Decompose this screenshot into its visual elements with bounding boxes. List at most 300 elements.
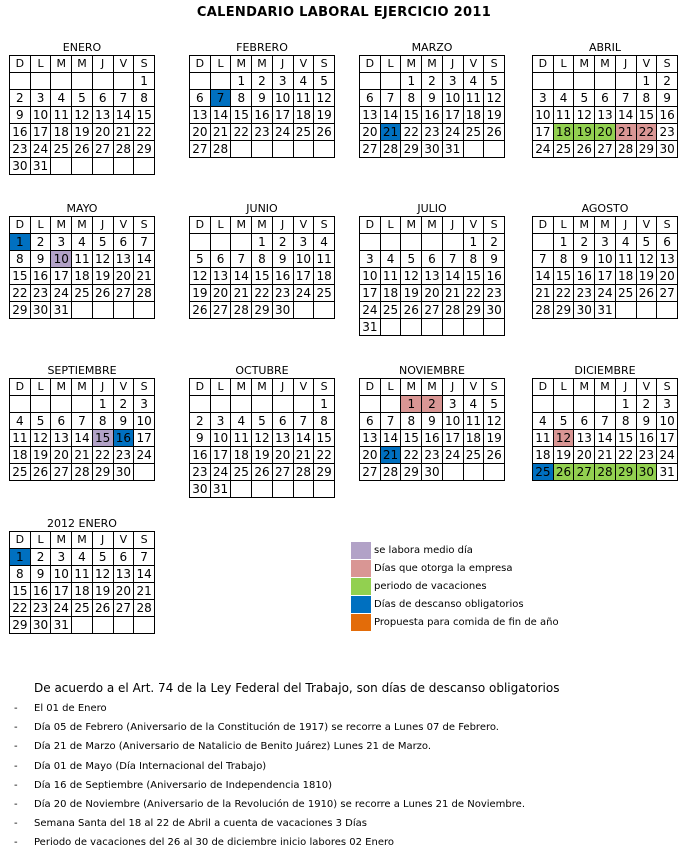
empty-cell — [134, 464, 155, 481]
legend-item — [351, 595, 559, 613]
day-cell: 22 — [10, 285, 31, 302]
empty-cell — [113, 617, 134, 634]
weekday-header: V — [463, 217, 484, 234]
day-cell: 25 — [72, 600, 93, 617]
month-name: 2012 ENERO — [47, 517, 117, 530]
month-name: ENERO — [62, 41, 102, 54]
weekday-header: M — [72, 217, 93, 234]
day-cell: 31 — [360, 319, 381, 336]
month-name: FEBRERO — [236, 41, 288, 54]
weekday-header: L — [30, 56, 51, 73]
day-cell: 25 — [72, 285, 93, 302]
day-cell: 18 — [615, 268, 636, 285]
day-cell: 2 — [272, 234, 293, 251]
day-cell: 3 — [51, 234, 72, 251]
weekday-header: M — [51, 532, 72, 549]
day-cell: 29 — [553, 302, 574, 319]
empty-cell — [113, 158, 134, 175]
day-cell: 29 — [401, 464, 422, 481]
day-cell: 8 — [134, 90, 155, 107]
day-cell: 13 — [657, 251, 678, 268]
day-cell: 1 — [92, 396, 113, 413]
day-cell: 3 — [442, 73, 463, 90]
weekday-header: M — [574, 56, 595, 73]
month-calendar — [9, 201, 155, 319]
day-cell: 25 — [463, 124, 484, 141]
month-table — [189, 216, 335, 319]
day-cell: 22 — [615, 447, 636, 464]
day-cell: 5 — [190, 251, 211, 268]
day-cell: 17 — [210, 447, 231, 464]
day-cell: 11 — [231, 430, 252, 447]
day-cell: 11 — [10, 430, 31, 447]
note-text: Periodo de vacaciones del 26 al 30 de diciembre inicio labores 02 Enero — [34, 837, 394, 849]
weekday-header: D — [10, 532, 31, 549]
day-cell: 24 — [360, 302, 381, 319]
day-cell: 26 — [484, 124, 505, 141]
day-cell: 30 — [657, 141, 678, 158]
day-cell: 14 — [134, 251, 155, 268]
day-cell: 9 — [30, 566, 51, 583]
day-cell: 27 — [422, 302, 443, 319]
empty-cell — [533, 396, 554, 413]
weekday-header: L — [30, 532, 51, 549]
day-cell: 18 — [553, 124, 574, 141]
day-cell: 18 — [314, 268, 335, 285]
day-cell: 20 — [113, 583, 134, 600]
day-cell: 12 — [72, 107, 93, 124]
month-name: ABRIL — [588, 41, 622, 54]
empty-cell — [210, 234, 231, 251]
empty-cell — [231, 481, 252, 498]
day-cell: 17 — [595, 268, 616, 285]
day-cell: 5 — [314, 73, 335, 90]
day-cell: 10 — [51, 251, 72, 268]
weekday-header: M — [51, 56, 72, 73]
day-cell: 21 — [134, 268, 155, 285]
day-cell: 25 — [51, 141, 72, 158]
day-cell: 1 — [10, 234, 31, 251]
day-cell: 6 — [657, 234, 678, 251]
day-cell: 1 — [314, 396, 335, 413]
weekday-header: M — [72, 532, 93, 549]
weekday-header: M — [252, 217, 273, 234]
day-cell: 23 — [484, 285, 505, 302]
day-cell: 2 — [252, 73, 273, 90]
day-cell: 15 — [553, 268, 574, 285]
month-calendar — [9, 516, 155, 634]
empty-cell — [442, 464, 463, 481]
day-cell: 22 — [252, 285, 273, 302]
day-cell: 18 — [380, 285, 401, 302]
day-cell: 24 — [657, 447, 678, 464]
day-cell: 3 — [30, 90, 51, 107]
day-cell: 8 — [401, 90, 422, 107]
day-cell: 30 — [636, 464, 657, 481]
weekday-header: L — [380, 56, 401, 73]
day-cell: 7 — [380, 90, 401, 107]
weekday-header: S — [134, 532, 155, 549]
day-cell: 30 — [113, 464, 134, 481]
empty-cell — [272, 396, 293, 413]
day-cell: 14 — [533, 268, 554, 285]
day-cell: 29 — [401, 141, 422, 158]
weekday-header: M — [72, 56, 93, 73]
day-cell: 15 — [463, 268, 484, 285]
empty-cell — [272, 141, 293, 158]
empty-cell — [210, 396, 231, 413]
weekday-header: V — [293, 379, 314, 396]
day-cell: 13 — [51, 430, 72, 447]
day-cell: 25 — [231, 464, 252, 481]
day-cell: 20 — [51, 447, 72, 464]
day-cell: 29 — [92, 464, 113, 481]
day-cell: 12 — [401, 268, 422, 285]
weekday-header: M — [422, 56, 443, 73]
day-cell: 18 — [293, 107, 314, 124]
day-cell: 23 — [190, 464, 211, 481]
empty-cell — [30, 396, 51, 413]
legend-swatch — [351, 578, 371, 595]
day-cell: 21 — [210, 124, 231, 141]
day-cell: 3 — [51, 549, 72, 566]
weekday-header: J — [92, 217, 113, 234]
day-cell: 19 — [252, 447, 273, 464]
empty-cell — [533, 234, 554, 251]
day-cell: 23 — [422, 124, 443, 141]
day-cell: 5 — [484, 73, 505, 90]
day-cell: 25 — [615, 285, 636, 302]
day-cell: 3 — [360, 251, 381, 268]
day-cell: 30 — [422, 464, 443, 481]
day-cell: 8 — [92, 413, 113, 430]
day-cell: 4 — [463, 73, 484, 90]
empty-cell — [380, 234, 401, 251]
day-cell: 15 — [134, 107, 155, 124]
day-cell: 20 — [422, 285, 443, 302]
day-cell: 13 — [272, 430, 293, 447]
day-cell: 29 — [252, 302, 273, 319]
day-cell: 30 — [484, 302, 505, 319]
day-cell: 18 — [463, 107, 484, 124]
day-cell: 28 — [134, 285, 155, 302]
empty-cell — [574, 396, 595, 413]
day-cell: 10 — [657, 413, 678, 430]
day-cell: 9 — [484, 251, 505, 268]
weekday-header: L — [30, 217, 51, 234]
month-table — [532, 378, 678, 481]
day-cell: 28 — [615, 141, 636, 158]
month-calendar — [9, 40, 155, 175]
weekday-header: V — [113, 532, 134, 549]
page-title: CALENDARIO LABORAL EJERCICIO 2011 — [196, 5, 492, 20]
day-cell: 4 — [293, 73, 314, 90]
day-cell: 24 — [30, 141, 51, 158]
day-cell: 17 — [360, 285, 381, 302]
month-calendar — [359, 363, 505, 481]
bullet: - — [14, 722, 18, 734]
legend-item — [351, 577, 559, 595]
month-name: DICIEMBRE — [574, 364, 636, 377]
empty-cell — [293, 481, 314, 498]
weekday-header: L — [380, 217, 401, 234]
legend-item — [351, 613, 559, 631]
weekday-header: J — [442, 56, 463, 73]
day-cell: 12 — [92, 251, 113, 268]
day-cell: 14 — [380, 430, 401, 447]
day-cell: 8 — [10, 566, 31, 583]
empty-cell — [442, 319, 463, 336]
note-item — [14, 757, 674, 776]
day-cell: 28 — [533, 302, 554, 319]
empty-cell — [380, 396, 401, 413]
day-cell: 5 — [636, 234, 657, 251]
day-cell: 21 — [72, 447, 93, 464]
month-name: JULIO — [417, 202, 447, 215]
note-item — [14, 699, 674, 718]
day-cell: 25 — [463, 447, 484, 464]
empty-cell — [442, 234, 463, 251]
weekday-header: S — [484, 217, 505, 234]
weekday-header: J — [615, 379, 636, 396]
day-cell: 27 — [272, 464, 293, 481]
day-cell: 7 — [231, 251, 252, 268]
note-item — [14, 737, 674, 756]
empty-cell — [252, 141, 273, 158]
legend-item — [351, 541, 559, 559]
month-name: OCTUBRE — [235, 364, 289, 377]
day-cell: 15 — [615, 430, 636, 447]
weekday-header: V — [463, 56, 484, 73]
day-cell: 23 — [10, 141, 31, 158]
day-cell: 11 — [293, 90, 314, 107]
weekday-header: L — [380, 379, 401, 396]
weekday-header: D — [190, 56, 211, 73]
day-cell: 2 — [484, 234, 505, 251]
day-cell: 14 — [615, 107, 636, 124]
day-cell: 16 — [190, 447, 211, 464]
day-cell: 19 — [574, 124, 595, 141]
day-cell: 13 — [574, 430, 595, 447]
day-cell: 25 — [533, 464, 554, 481]
day-cell: 11 — [51, 107, 72, 124]
legend-label: Propuesta para comida de fin de año — [374, 616, 559, 628]
empty-cell — [293, 141, 314, 158]
day-cell: 30 — [30, 617, 51, 634]
legend-label: Días que otorga la empresa — [374, 562, 513, 574]
day-cell: 17 — [134, 430, 155, 447]
day-cell: 4 — [463, 396, 484, 413]
day-cell: 19 — [314, 107, 335, 124]
day-cell: 24 — [210, 464, 231, 481]
day-cell: 9 — [30, 251, 51, 268]
day-cell: 7 — [134, 549, 155, 566]
day-cell: 5 — [484, 396, 505, 413]
day-cell: 16 — [10, 124, 31, 141]
day-cell: 18 — [533, 447, 554, 464]
day-cell: 7 — [380, 413, 401, 430]
weekday-header: D — [190, 379, 211, 396]
empty-cell — [422, 234, 443, 251]
empty-cell — [134, 158, 155, 175]
empty-cell — [574, 73, 595, 90]
day-cell: 7 — [134, 234, 155, 251]
day-cell: 2 — [422, 73, 443, 90]
day-cell: 26 — [314, 124, 335, 141]
empty-cell — [190, 234, 211, 251]
weekday-header: D — [10, 56, 31, 73]
day-cell: 27 — [113, 285, 134, 302]
day-cell: 19 — [30, 447, 51, 464]
day-cell: 28 — [380, 464, 401, 481]
weekday-header: L — [553, 217, 574, 234]
legend-label: periodo de vacaciones — [374, 580, 487, 592]
weekday-header: L — [30, 379, 51, 396]
month-table — [532, 55, 678, 158]
empty-cell — [10, 396, 31, 413]
day-cell: 5 — [72, 90, 93, 107]
day-cell: 24 — [533, 141, 554, 158]
day-cell: 15 — [401, 430, 422, 447]
day-cell: 4 — [51, 90, 72, 107]
day-cell: 11 — [380, 268, 401, 285]
day-cell: 4 — [380, 251, 401, 268]
day-cell: 22 — [10, 600, 31, 617]
day-cell: 21 — [442, 285, 463, 302]
weekday-header: J — [615, 217, 636, 234]
day-cell: 7 — [293, 413, 314, 430]
day-cell: 27 — [595, 141, 616, 158]
day-cell: 28 — [380, 141, 401, 158]
month-calendar — [359, 201, 505, 336]
month-calendar — [189, 40, 335, 158]
legend-swatch — [351, 614, 371, 631]
day-cell: 28 — [72, 464, 93, 481]
day-cell: 27 — [360, 141, 381, 158]
month-name: AGOSTO — [581, 202, 629, 215]
day-cell: 15 — [314, 430, 335, 447]
weekday-header: V — [293, 217, 314, 234]
empty-cell — [401, 234, 422, 251]
day-cell: 14 — [293, 430, 314, 447]
day-cell: 21 — [380, 447, 401, 464]
empty-cell — [10, 73, 31, 90]
weekday-header: S — [657, 379, 678, 396]
weekday-header: L — [210, 217, 231, 234]
day-cell: 26 — [401, 302, 422, 319]
weekday-header: L — [210, 379, 231, 396]
empty-cell — [595, 396, 616, 413]
day-cell: 8 — [553, 251, 574, 268]
weekday-header: J — [272, 379, 293, 396]
day-cell: 1 — [636, 73, 657, 90]
day-cell: 20 — [210, 285, 231, 302]
day-cell: 7 — [210, 90, 231, 107]
day-cell: 21 — [380, 124, 401, 141]
day-cell: 6 — [113, 234, 134, 251]
day-cell: 24 — [272, 124, 293, 141]
day-cell: 19 — [484, 430, 505, 447]
day-cell: 3 — [134, 396, 155, 413]
day-cell: 2 — [190, 413, 211, 430]
day-cell: 22 — [134, 124, 155, 141]
bullet: - — [14, 760, 18, 772]
day-cell: 27 — [657, 285, 678, 302]
day-cell: 28 — [293, 464, 314, 481]
day-cell: 19 — [72, 124, 93, 141]
weekday-header: M — [401, 217, 422, 234]
day-cell: 2 — [657, 73, 678, 90]
weekday-header: S — [314, 56, 335, 73]
day-cell: 2 — [30, 234, 51, 251]
day-cell: 16 — [422, 107, 443, 124]
weekday-header: M — [422, 379, 443, 396]
day-cell: 27 — [113, 600, 134, 617]
day-cell: 30 — [422, 141, 443, 158]
legend — [351, 541, 559, 631]
day-cell: 20 — [574, 447, 595, 464]
empty-cell — [615, 73, 636, 90]
day-cell: 28 — [442, 302, 463, 319]
day-cell: 9 — [252, 90, 273, 107]
bullet: - — [14, 818, 18, 830]
day-cell: 22 — [636, 124, 657, 141]
day-cell: 24 — [51, 285, 72, 302]
day-cell: 3 — [272, 73, 293, 90]
day-cell: 25 — [553, 141, 574, 158]
day-cell: 7 — [595, 413, 616, 430]
day-cell: 14 — [595, 430, 616, 447]
empty-cell — [30, 73, 51, 90]
day-cell: 14 — [380, 107, 401, 124]
day-cell: 4 — [10, 413, 31, 430]
day-cell: 1 — [401, 73, 422, 90]
weekday-header: S — [134, 56, 155, 73]
empty-cell — [272, 481, 293, 498]
day-cell: 4 — [231, 413, 252, 430]
day-cell: 12 — [553, 430, 574, 447]
day-cell: 21 — [533, 285, 554, 302]
day-cell: 17 — [533, 124, 554, 141]
day-cell: 27 — [51, 464, 72, 481]
day-cell: 20 — [360, 124, 381, 141]
weekday-header: J — [92, 532, 113, 549]
empty-cell — [113, 302, 134, 319]
day-cell: 5 — [30, 413, 51, 430]
day-cell: 11 — [533, 430, 554, 447]
day-cell: 15 — [252, 268, 273, 285]
day-cell: 1 — [553, 234, 574, 251]
weekday-header: J — [272, 217, 293, 234]
day-cell: 4 — [72, 234, 93, 251]
day-cell: 17 — [442, 107, 463, 124]
empty-cell — [92, 158, 113, 175]
bullet: - — [14, 741, 18, 753]
empty-cell — [231, 234, 252, 251]
day-cell: 27 — [360, 464, 381, 481]
day-cell: 13 — [190, 107, 211, 124]
day-cell: 19 — [92, 583, 113, 600]
day-cell: 16 — [30, 583, 51, 600]
day-cell: 23 — [636, 447, 657, 464]
day-cell: 14 — [134, 566, 155, 583]
day-cell: 5 — [92, 234, 113, 251]
month-calendar — [9, 363, 155, 481]
weekday-header: D — [360, 56, 381, 73]
day-cell: 6 — [595, 90, 616, 107]
empty-cell — [360, 396, 381, 413]
month-calendar — [359, 40, 505, 158]
